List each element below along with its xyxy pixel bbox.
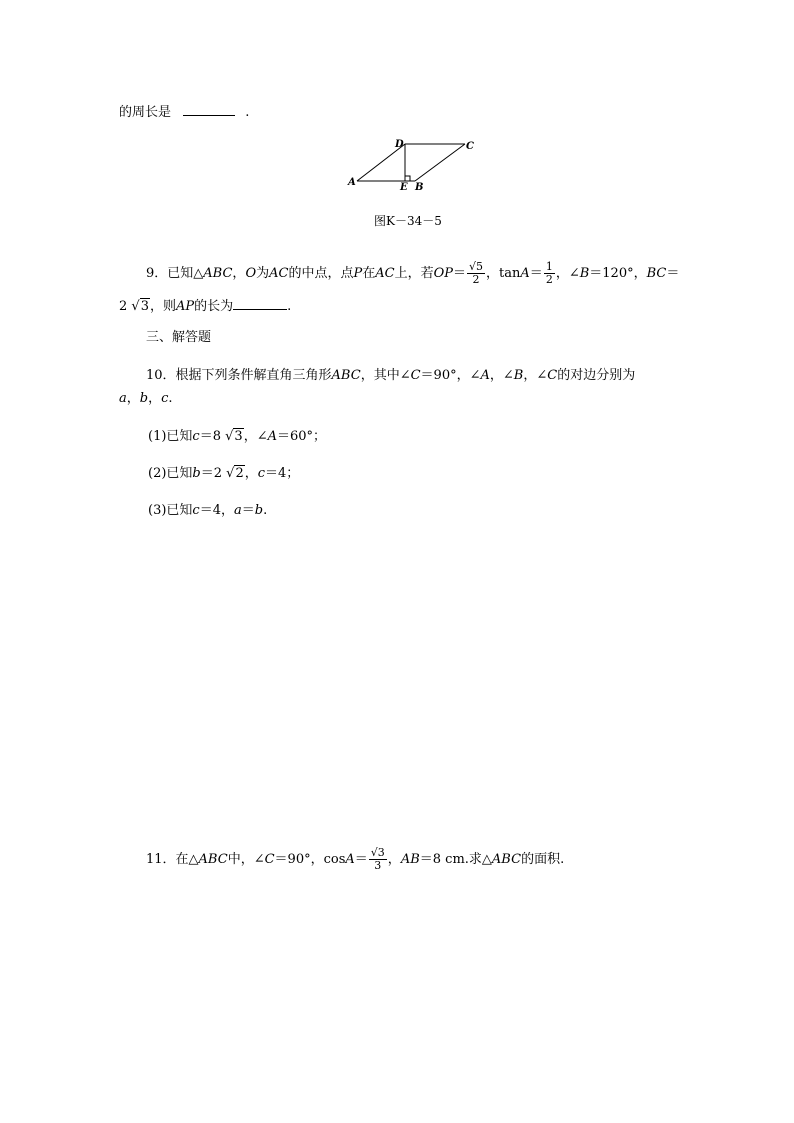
label-e: E [400,182,408,192]
q9-line-1: 9．已知△ABC，O为AC的中点，点P在AC上，若OP＝ $\frac{√5}{2}$ ，tanA＝ $\frac{1}{2}$ ，∠B＝120°，BC＝ [146,260,680,286]
right-angle-mark [405,176,410,181]
q8-line [119,103,249,121]
q9-sqrt3: √3 [131,299,149,314]
figure-caption: 图K－34－5 [374,214,442,228]
label-c: C [466,141,474,152]
label-b: B [415,182,424,192]
q10-line-2: a，b，c. [119,391,173,406]
q11-fraction-sqrt3-over-3: $\frac{√3}{3}$ [370,846,385,872]
q10-sub-3: (3)已知c＝4，a＝b. [148,503,268,518]
q11-line: 11．在△ABC中，∠C＝90°，cosA＝ $\frac{√3}{3}$ ，AB＝8 cm.求△ABC的面积. [146,846,565,872]
q8-answer-blank[interactable] [183,103,235,116]
q10-sub-1: (1)已知c＝8 √3，∠A＝60°； [148,429,327,444]
q9-line-2: 2 √3，则AP的长为 . [119,299,292,314]
label-a: A [348,177,356,188]
q8-period: . [245,105,250,120]
q9-fraction-sqrt5-over-2: $\frac{√5}{2}$ [469,260,484,286]
label-d: D [395,139,404,150]
parallelogram-figure [345,136,485,192]
q9-answer-blank[interactable] [233,297,287,310]
q10-sub-2: (2)已知b＝2 √2，c＝4； [148,466,300,481]
q10-sub2-sqrt2: √2 [226,466,244,481]
q10-sub1-sqrt3: √3 [225,429,243,444]
q8-text: 的周长是 [119,105,172,120]
section-3-title: 三、解答题 [146,330,212,345]
segment-bc [415,144,465,181]
q10-line-1: 10．根据下列条件解直角三角形ABC，其中∠C＝90°，∠A，∠B，∠C的对边分别为 [146,368,636,383]
q9-fraction-one-half: $\frac{1}{2}$ [545,260,553,286]
